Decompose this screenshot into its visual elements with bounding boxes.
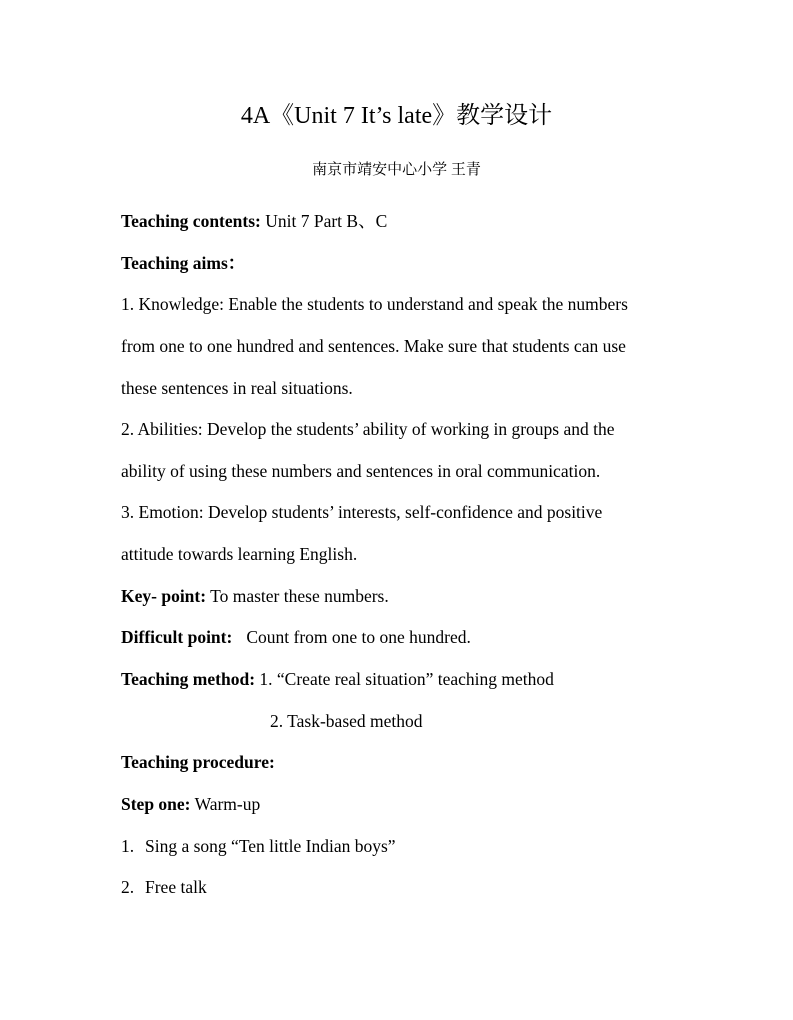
key-point: [121, 585, 389, 607]
aims-line: ability of using these numbers and sentences in oral communication.: [121, 461, 601, 481]
aims-line: 2. Abilities: Develop the students’ ability of working in groups and the: [121, 419, 615, 439]
document-title: 4A《Unit 7 It’s late》教学设计: [240, 103, 553, 129]
teaching-contents-label: Teaching contents:: [121, 211, 261, 231]
teaching-contents-value: Unit 7 Part B、C: [260, 211, 388, 231]
difficult-point: [121, 626, 471, 648]
warmup-item-text: Free talk: [145, 877, 207, 897]
teaching-aims-heading: Teaching aims：: [121, 253, 246, 273]
warmup-item: [121, 876, 207, 898]
warmup-item-number: 2.: [121, 877, 135, 897]
aims-line: 1. Knowledge: Enable the students to understand and speak the numbers: [121, 294, 628, 314]
difficult-point-label: Difficult point:: [121, 627, 233, 647]
teaching-procedure-heading: Teaching procedure:: [121, 752, 275, 772]
difficult-point-value: Count from one to one hundred.: [246, 627, 471, 647]
aims-line: 3. Emotion: Develop students’ interests, self-confidence and positive: [121, 502, 603, 522]
step-one-value: Warm-up: [190, 794, 261, 814]
author-line: 南京市靖安中心小学 王青: [312, 162, 481, 178]
key-point-label: Key- point:: [121, 586, 207, 606]
aims-line: these sentences in real situations.: [121, 378, 353, 398]
warmup-item-number: 1.: [121, 836, 135, 856]
key-point-value: To master these numbers.: [206, 586, 389, 606]
teaching-method-item: 2. Task-based method: [270, 711, 423, 731]
step-one-label: Step one:: [121, 794, 191, 814]
aims-line: from one to one hundred and sentences. Make sure that students can use: [121, 336, 626, 356]
teaching-contents: [121, 210, 387, 232]
warmup-item: [121, 835, 396, 857]
teaching-method-label: Teaching method:: [121, 669, 256, 689]
step-one: [121, 793, 260, 815]
teaching-method: [121, 668, 554, 690]
warmup-item-text: Sing a song “Ten little Indian boys”: [145, 836, 396, 856]
aims-line: attitude towards learning English.: [121, 544, 358, 564]
teaching-method-item: 1. “Create real situation” teaching method: [255, 669, 554, 689]
